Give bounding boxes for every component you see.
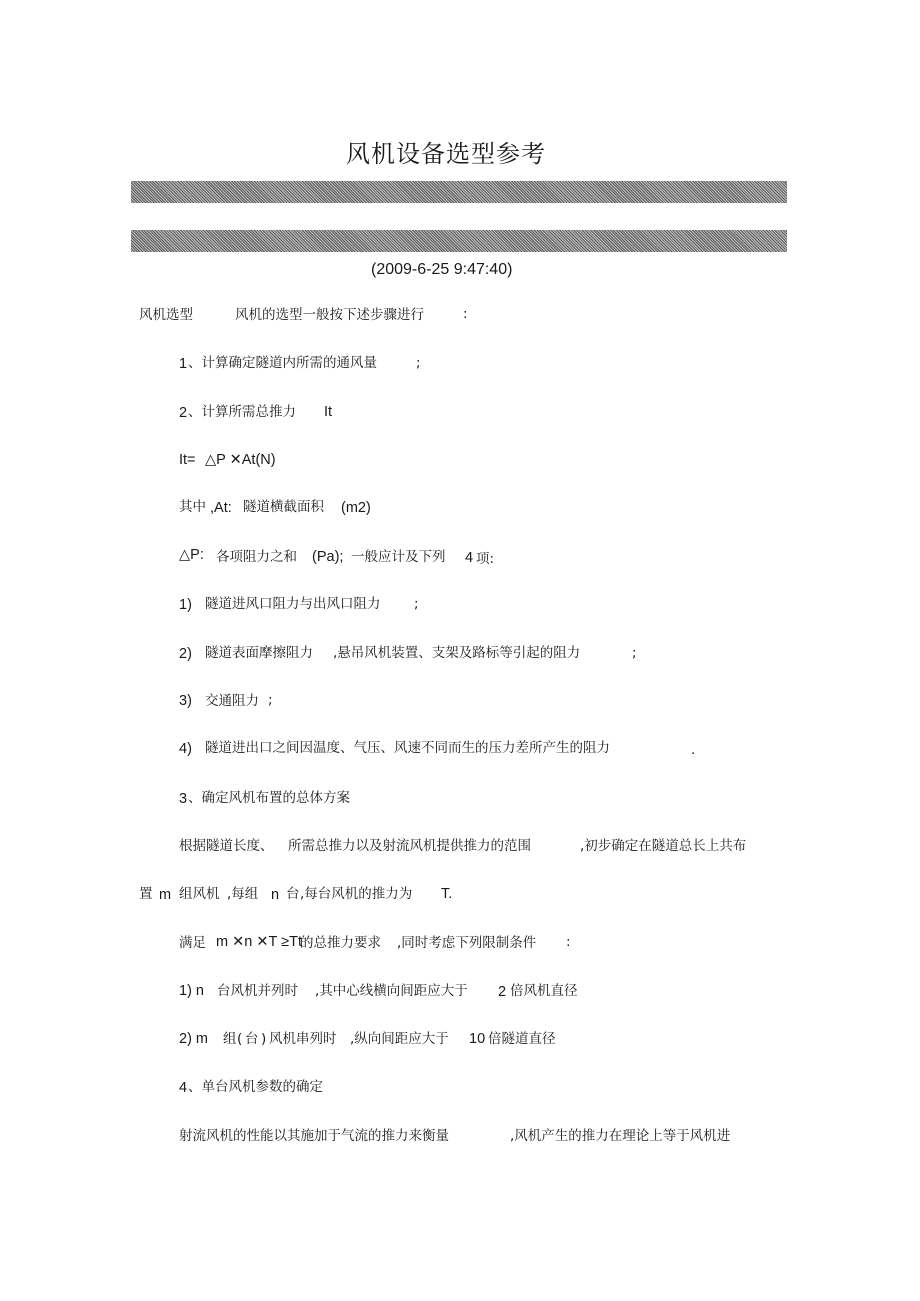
para2-text-a: 置 <box>139 886 153 902</box>
limit1-value: 2 <box>498 984 507 1000</box>
para1-text-c: ,初步确定在隧道总长上共布 <box>580 838 747 854</box>
para3-punct: : <box>566 934 571 950</box>
step4-text: 、单台风机参数的确定 <box>188 1079 323 1095</box>
para4-text-b: ,风机产生的推力在理论上等于风机进 <box>510 1128 731 1144</box>
dp-count: 4 <box>465 550 474 566</box>
item-2-text2: ,悬吊风机装置、支架及路标等引起的阻力 <box>333 645 581 661</box>
item-2-text: 隧道表面摩擦阻力 <box>205 645 313 661</box>
para2-text-g: ,每台风机的推力为 <box>300 886 413 902</box>
para3-text-d: ,同时考虑下列限制条件 <box>397 935 537 951</box>
step3-number: 3 <box>179 791 188 807</box>
where-unit: (m2) <box>341 500 371 516</box>
dp-unit: (Pa); <box>312 549 344 565</box>
item-1-number: 1) <box>179 597 192 613</box>
step1-text: 、计算确定隧道内所需的通风量 <box>188 355 377 371</box>
dp-text2: 一般应计及下列 <box>351 549 446 565</box>
item-4-punct: . <box>691 742 696 758</box>
item-1-punct: ; <box>414 596 419 612</box>
step2-text: 、计算所需总推力 <box>188 404 296 420</box>
dp-text: 各项阻力之和 <box>216 549 297 565</box>
limit1-text-b: 台风机并列时 <box>217 983 298 999</box>
para4-text-a: 射流风机的性能以其施加于气流的推力来衡量 <box>179 1128 449 1144</box>
separator-bar-top <box>131 181 787 203</box>
para1-text-a: 根据隧道长度、 <box>179 838 274 854</box>
dp-symbol: △P: <box>179 547 204 563</box>
step2-number: 2 <box>179 405 188 421</box>
para3-text-c: 的总推力要求 <box>300 935 381 951</box>
intro-label: 风机选型 <box>139 307 193 323</box>
para3-formula: m ✕n ✕T ≥Tt <box>216 934 302 950</box>
item-3-punct: ; <box>268 692 273 708</box>
page-title: 风机设备选型参考 <box>346 140 546 168</box>
limit2-text-g: ,纵向间距应大于 <box>350 1031 449 1047</box>
where-text: 隧道横截面积 <box>243 499 324 515</box>
limit2-prefix: 2) m <box>179 1031 208 1047</box>
limit2-text-i: 倍隧道直径 <box>488 1031 556 1047</box>
limit2-value: 10 <box>469 1031 486 1047</box>
item-2-number: 2) <box>179 646 192 662</box>
formula-right: △P ✕At(N) <box>205 452 276 468</box>
item-4-number: 4) <box>179 741 192 757</box>
item-3-number: 3) <box>179 693 192 709</box>
limit2-text-b: 组 <box>223 1031 237 1047</box>
intro-punct: : <box>463 306 468 322</box>
where-label: 其中 <box>179 499 206 515</box>
limit2-text-f: 风机串列时 <box>269 1031 337 1047</box>
limit2-paren-open: ( <box>237 1031 243 1047</box>
step1-number: 1 <box>179 356 188 372</box>
limit1-text-c: ,其中心线横向间距应大于 <box>315 983 468 999</box>
limit2-text-d: 台 <box>245 1031 259 1047</box>
limit1-text-e: 倍风机直径 <box>510 983 578 999</box>
para2-var-t: T. <box>441 886 453 902</box>
step3-text: 、确定风机布置的总体方案 <box>188 790 350 806</box>
para1-text-b: 所需总推力以及射流风机提供推力的范围 <box>288 838 531 854</box>
item-4-text: 隧道进出口之间因温度、气压、风速不同而生的压力差所产生的阻力 <box>205 740 610 756</box>
item-2-punct: ; <box>632 645 637 661</box>
where-symbol: ,At: <box>210 500 232 516</box>
para2-var-n: n <box>271 887 280 903</box>
separator-bar-bottom <box>131 230 787 252</box>
item-3-text: 交通阻力 <box>205 693 259 709</box>
para2-text-d: ,每组 <box>227 886 259 902</box>
intro-text: 风机的选型一般按下述步骤进行 <box>235 307 424 323</box>
dp-text3: 项: <box>476 551 495 567</box>
item-1-text: 隧道进风口阻力与出风口阻力 <box>205 596 381 612</box>
limit1-prefix: 1) n <box>179 983 204 999</box>
para3-text-a: 满足 <box>179 935 206 951</box>
para2-var-m: m <box>159 887 172 903</box>
para2-text-c: 组风机 <box>179 886 220 902</box>
para2-text-f: 台 <box>286 886 300 902</box>
step2-symbol: It <box>324 404 333 420</box>
step1-punct: ; <box>416 355 421 371</box>
publish-date: (2009-6-25 9:47:40) <box>371 261 513 278</box>
formula-left: It= <box>179 452 196 468</box>
limit2-paren-close: ) <box>261 1031 267 1047</box>
step4-number: 4 <box>179 1080 188 1096</box>
